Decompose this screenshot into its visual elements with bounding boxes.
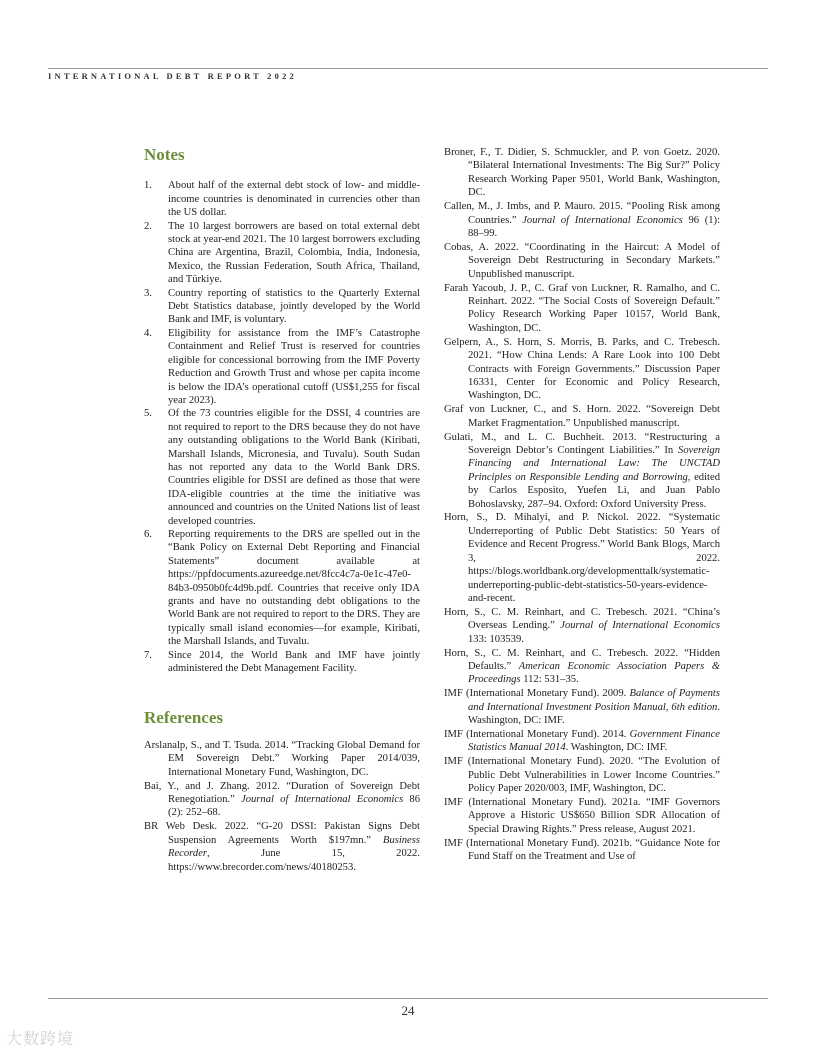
note-item bbox=[144, 220, 420, 287]
note-number: 3. bbox=[144, 287, 152, 299]
note-text: The 10 largest borrowers are based on total external debt stock at year-end 2021. The 10 largest borrowers excluding China are Argentina, Brazil, Colombia, India, Indonesia, Mexico, the Russian Federation, South Africa, Thailand, and Türkiye. bbox=[168, 220, 420, 286]
reference-text: Gelpern, A., S. Horn, S. Morris, B. Parks, and C. Trebesch. 2021. “How China Lends: A Rare Look into 100 Debt Contracts with Foreign Governments.” Discussion Paper 16331, Center for Economic and Policy Research, Washington, DC. bbox=[444, 336, 720, 402]
reference-text: Arslanalp, S., and T. Tsuda. 2014. “Tracking Global Demand for EM Sovereign Debt.” Working Paper 2014/039, International Monetary Fund, Washington, DC. bbox=[144, 739, 420, 778]
reference-text: Bai, Y., and J. Zhang. 2012. “Duration of Sovereign Debt Renegotiation.” bbox=[144, 780, 420, 805]
note-item bbox=[144, 287, 420, 327]
watermark: 大数跨境 bbox=[6, 1029, 75, 1048]
reference-entry bbox=[444, 282, 720, 336]
footer-rule bbox=[48, 998, 768, 999]
reference-text: 86 (2): 252–68. bbox=[168, 793, 421, 819]
note-number: 5. bbox=[144, 408, 152, 420]
note-number: 4. bbox=[144, 327, 152, 339]
notes-heading: Notes bbox=[144, 145, 185, 164]
reference-text: IMF (International Monetary Fund). 2021a. “IMF Governors Approve a Historic US$650 Billion SDR Allocation of Special Drawing Rights.” Press release, August 2021. bbox=[444, 797, 720, 835]
reference-text: Horn, S., C. M. Reinhart, and C. Trebesch. 2021. “China’s Overseas Lending.” bbox=[444, 606, 720, 632]
running-title: INTERNATIONAL DEBT REPORT 2022 bbox=[48, 71, 297, 81]
header-rule bbox=[48, 68, 768, 69]
notes-list bbox=[144, 179, 420, 675]
right-column bbox=[444, 146, 720, 864]
reference-entry bbox=[444, 796, 720, 836]
reference-entry bbox=[444, 755, 720, 795]
reference-text: Horn, S., D. Mihalyi, and P. Nickol. 2022. “Systematic Underreporting of Public Debt Statistics: 50 Years of Evidence and Recent Progress.” World Bank Blogs, March 3, 2022. https://blogs.worldbank.org/developmenttalk/systematic-underreporting-public-debt-statistics-50-years-evidence-and-recent. bbox=[444, 512, 720, 604]
reference-title-italic: American Economic Association Papers & Proceedings bbox=[468, 660, 720, 686]
note-number: 6. bbox=[144, 528, 152, 540]
reference-text: 112: 531–35. bbox=[520, 674, 579, 686]
note-item bbox=[144, 649, 420, 676]
note-text: Reporting requirements to the DRS are spelled out in the “Bank Policy on External Debt Reporting and Financial Statements” document available at https://ppfdocuments.azureedge.net/8fcc4c7a-0e1c-47e0-84b3-0950b0fc4d9b.pdf. Countries that receive only IDA grants and have no outstanding debt obligations to the World Bank are not required to report to the DRS. They are typically small island economies—for example, Kiribati, the Marshall Islands, and Tuvalu. bbox=[168, 528, 420, 648]
reference-entry bbox=[144, 820, 420, 874]
note-number: 7. bbox=[144, 649, 152, 661]
reference-text: Graf von Luckner, C., and S. Horn. 2022. “Sovereign Debt Market Fragmentation.” Unpublished manuscript. bbox=[444, 404, 720, 429]
note-text: Eligibility for assistance from the IMF’s Catastrophe Containment and Relief Trust is reserved for countries eligible for concessional borrowing from the IMF Poverty Reduction and Growth Trust and whose per capita income is below the IDA’s operational cutoff (US$1,255 for fiscal year 2023). bbox=[168, 327, 420, 406]
reference-entry bbox=[144, 739, 420, 779]
reference-entry bbox=[444, 606, 720, 646]
reference-text: 133: 103539. bbox=[468, 633, 524, 645]
reference-entry bbox=[444, 403, 720, 430]
reference-text: . Washington, DC: IMF. bbox=[565, 742, 668, 754]
note-item bbox=[144, 327, 420, 407]
reference-entry bbox=[444, 511, 720, 605]
page-number: 24 bbox=[401, 1003, 415, 1018]
reference-text: Horn, S., C. M. Reinhart, and C. Trebesch. 2022. “Hidden Defaults.” bbox=[444, 647, 720, 672]
note-item bbox=[144, 179, 420, 219]
reference-text: IMF (International Monetary Fund). 2014. bbox=[444, 728, 630, 740]
reference-text: IMF (International Monetary Fund). 2021b. “Guidance Note for Fund Staff on the Treatment and Use of bbox=[444, 837, 720, 863]
reference-text: Farah Yacoub, J. P., C. Graf von Luckner, R. Ramalho, and C. Reinhart. 2022. “The Social Costs of Sovereign Default.” Policy Research Working Paper 10157, World Bank, Washington, DC. bbox=[444, 282, 720, 334]
reference-title-italic: Journal of International Economics bbox=[241, 793, 404, 805]
note-item bbox=[144, 407, 420, 528]
reference-title-italic: Government Finance Statistics Manual 2014 bbox=[468, 728, 720, 754]
reference-entry bbox=[444, 837, 720, 864]
reference-text: Gulati, M., and L. C. Buchheit. 2013. “Restructuring a Sovereign Debtor’s Contingent Liabilities.” In bbox=[444, 431, 720, 456]
reference-entry bbox=[444, 647, 720, 687]
note-text: Since 2014, the World Bank and IMF have jointly administered the Debt Management Facility. bbox=[168, 649, 420, 675]
references-list-left bbox=[144, 739, 420, 874]
reference-title-italic: Journal of International Economics bbox=[560, 620, 721, 632]
reference-text: . Washington, DC: IMF. bbox=[468, 701, 720, 727]
reference-text: , June 15, 2022. https://www.brecorder.com/news/40180253. bbox=[168, 848, 420, 873]
reference-text: BR Web Desk. 2022. “G-20 DSSI: Pakistan Signs Debt Suspension Agreements Worth $197mn.” bbox=[144, 821, 420, 846]
reference-text: Callen, M., J. Imbs, and P. Mauro. 2015. “Pooling Risk among Countries.” bbox=[444, 201, 720, 226]
reference-text: , edited by Carlos Esposito, Yuefen Li, and Juan Pablo Bohoslavsky, 287–94. Oxford: Oxford University Press. bbox=[468, 471, 720, 510]
note-number: 1. bbox=[144, 180, 152, 192]
reference-title-italic: Balance of Payments and International Investment Position Manual, 6th edition bbox=[468, 688, 720, 713]
reference-entry bbox=[444, 241, 720, 281]
reference-text: Cobas, A. 2022. “Coordinating in the Haircut: A Model of Sovereign Debt Restructuring in Secondary Markets.” Unpublished manuscript. bbox=[444, 241, 720, 280]
note-item bbox=[144, 528, 420, 649]
note-text: Country reporting of statistics to the Quarterly External Debt Statistics database, jointly developed by the World Bank and IMF, is voluntary. bbox=[168, 287, 420, 326]
reference-text: Broner, F., T. Didier, S. Schmuckler, and P. von Goetz. 2020. “Bilateral International Investments: The Big Sur?” Policy Research Working Paper 9501, World Bank, Washington, DC. bbox=[444, 147, 720, 199]
reference-entry bbox=[444, 336, 720, 403]
reference-entry bbox=[444, 200, 720, 240]
note-text: Of the 73 countries eligible for the DSSI, 4 countries are not required to report to the DRS because they do not have any outstanding obligations to the World Bank (Kiribati, Marshall Islands, Micronesia, and Tuvalu). South Sudan has not reported any data to the World Bank DRS. Countries eligible for DSSI are defined as those that were IDA-eligible countries at the time the initiative was announced and countries on the United Nations list of least developed countries. bbox=[168, 408, 420, 527]
note-number: 2. bbox=[144, 220, 152, 232]
references-heading: References bbox=[144, 708, 223, 728]
reference-text: IMF (International Monetary Fund). 2020. “The Evolution of Public Debt Vulnerabilities in Lower Income Countries.” Policy Paper 2020/003, IMF, Washington, DC. bbox=[444, 756, 720, 795]
note-text: About half of the external debt stock of low- and middle-income countries is denominated in currencies other than the US dollar. bbox=[168, 180, 420, 219]
references-list-right bbox=[444, 146, 720, 864]
reference-text: IMF (International Monetary Fund). 2009. bbox=[444, 688, 630, 700]
reference-entry bbox=[444, 687, 720, 727]
reference-text: 96 (1): 88–99. bbox=[468, 214, 721, 239]
reference-entry bbox=[444, 146, 720, 200]
reference-entry bbox=[444, 431, 720, 511]
reference-entry bbox=[444, 728, 720, 755]
reference-title-italic: Sovereign Financing and International Law: The UNCTAD Principles on Responsible Lending and Borrowing bbox=[468, 444, 720, 483]
reference-title-italic: Business Recorder bbox=[168, 834, 420, 860]
reference-entry bbox=[144, 780, 420, 820]
left-column bbox=[144, 145, 421, 874]
reference-title-italic: Journal of International Economics bbox=[522, 214, 683, 226]
